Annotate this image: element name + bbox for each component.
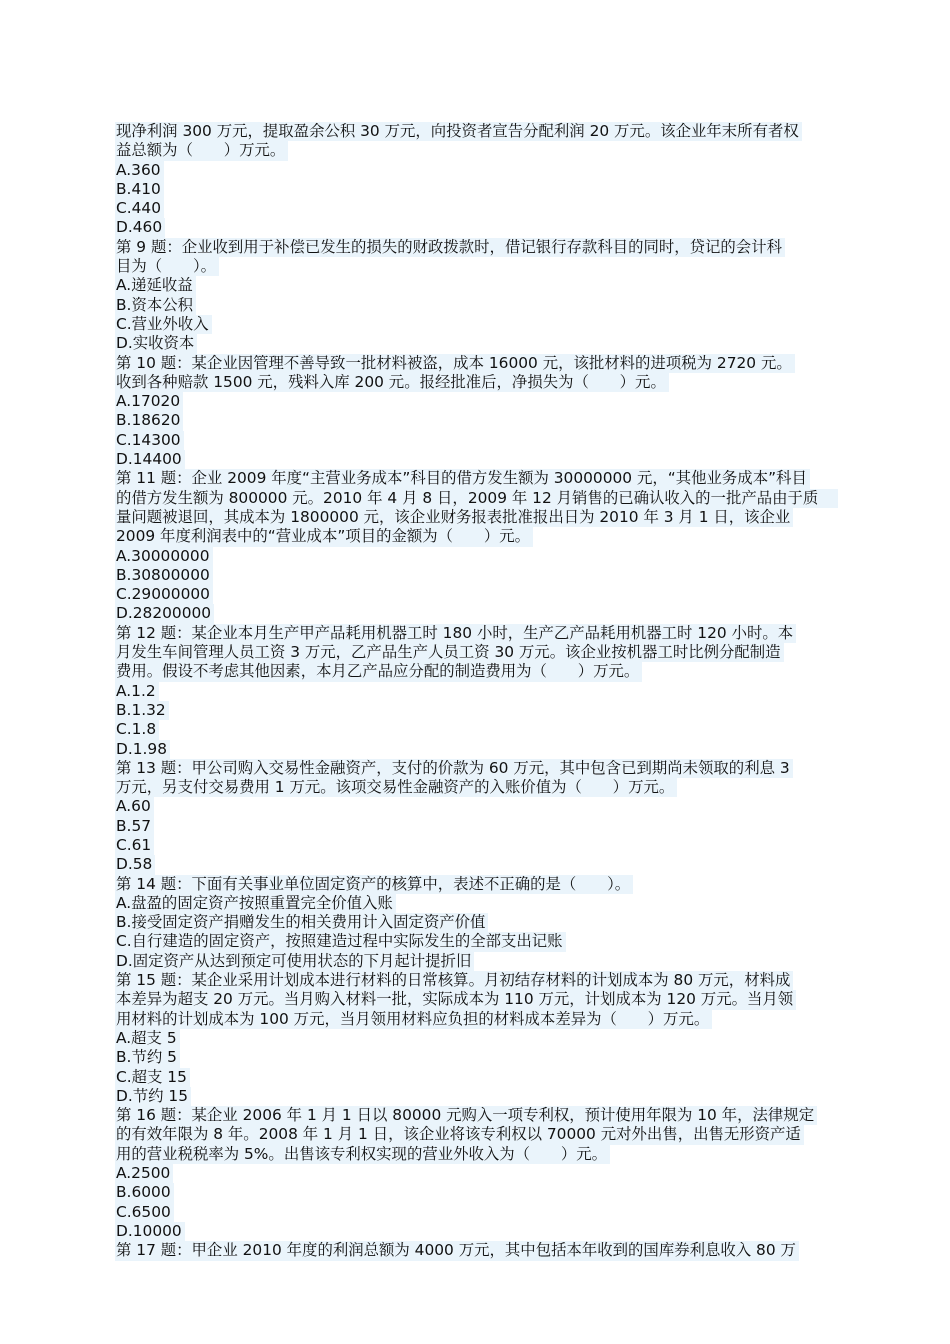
text-line: D.节约 15 bbox=[115, 1087, 191, 1106]
text-line: B.57 bbox=[115, 817, 154, 836]
text-line: D.固定资产从达到预定可使用状态的下月起计提折旧 bbox=[115, 952, 474, 971]
text-line: C.6500 bbox=[115, 1203, 174, 1222]
text-line: C.61 bbox=[115, 836, 154, 855]
text-line: 用材料的计划成本为 100 万元，当月领用材料应负担的材料成本差异为（ ）万元。 bbox=[115, 1010, 712, 1029]
question-text-block bbox=[115, 122, 837, 1261]
text-line: A.30000000 bbox=[115, 547, 213, 566]
text-line: B.节约 5 bbox=[115, 1048, 180, 1067]
text-line: D.1.98 bbox=[115, 740, 170, 759]
text-line: A.递延收益 bbox=[115, 276, 196, 295]
text-line: 量问题被退回，其成本为 1800000 元，该企业财务报表批准报出日为 2010 年 3 月 1 日，该企业 bbox=[115, 508, 793, 527]
text-line: B.410 bbox=[115, 180, 164, 199]
text-line: 现净利润 300 万元，提取盈余公积 30 万元，向投资者宣告分配利润 20 万元。该企业年末所有者权 bbox=[115, 122, 802, 141]
text-line: C.29000000 bbox=[115, 585, 213, 604]
text-line: 第 14 题：下面有关事业单位固定资产的核算中，表述不正确的是（ ）。 bbox=[115, 875, 633, 894]
text-line: B.接受固定资产捐赠发生的相关费用计入固定资产价值 bbox=[115, 913, 488, 932]
text-line: 第 10 题：某企业因管理不善导致一批材料被盗，成本 16000 元，该批材料的进项税为 2720 元。 bbox=[115, 354, 795, 373]
text-line: 益总额为（ ）万元。 bbox=[115, 141, 288, 160]
text-line: 月发生车间管理人员工资 3 万元，乙产品生产人员工资 30 万元。该企业按机器工时比例分配制造 bbox=[115, 643, 784, 662]
text-line: C.营业外收入 bbox=[115, 315, 212, 334]
text-line: C.14300 bbox=[115, 431, 184, 450]
text-line: A.17020 bbox=[115, 392, 183, 411]
text-line: 用的营业税税率为 5%。出售该专利权实现的营业外收入为（ ）元。 bbox=[115, 1145, 610, 1164]
text-line: C.超支 15 bbox=[115, 1068, 190, 1087]
text-line: D.28200000 bbox=[115, 604, 214, 623]
text-line: B.30800000 bbox=[115, 566, 213, 585]
text-line: A.60 bbox=[115, 797, 154, 816]
text-line: D.10000 bbox=[115, 1222, 185, 1241]
text-line: 万元，另支付交易费用 1 万元。该项交易性金融资产的入账价值为（ ）万元。 bbox=[115, 778, 677, 797]
text-line: 第 16 题：某企业 2006 年 1 月 1 日以 80000 元购入一项专利权，预计使用年限为 10 年，法律规定 bbox=[115, 1106, 817, 1125]
text-line: D.460 bbox=[115, 218, 165, 237]
text-line: B.18620 bbox=[115, 411, 183, 430]
text-line: C.1.8 bbox=[115, 720, 159, 739]
text-line: 2009 年度利润表中的“营业成本”项目的金额为（ ）元。 bbox=[115, 527, 533, 546]
text-line: C.自行建造的固定资产，按照建造过程中实际发生的全部支出记账 bbox=[115, 932, 566, 951]
text-line: 第 15 题：某企业采用计划成本进行材料的日常核算。月初结存材料的计划成本为 80 万元，材料成 bbox=[115, 971, 793, 990]
text-line: 的有效年限为 8 年。2008 年 1 月 1 日，该企业将该专利权以 70000 元对外出售，出售无形资产适 bbox=[115, 1125, 804, 1144]
text-line: A.超支 5 bbox=[115, 1029, 180, 1048]
text-line: B.6000 bbox=[115, 1183, 174, 1202]
text-line: 第 12 题：某企业本月生产甲产品耗用机器工时 180 小时，生产乙产品耗用机器工时 120 小时。本 bbox=[115, 624, 796, 643]
text-line: 目为（ ）。 bbox=[115, 257, 219, 276]
text-line: 第 13 题：甲公司购入交易性金融资产，支付的价款为 60 万元，其中包含已到期尚未领取的利息 3 bbox=[115, 759, 793, 778]
text-line: 第 9 题：企业收到用于补偿已发生的损失的财政拨款时，借记银行存款科目的同时，贷记的会计科 bbox=[115, 238, 785, 257]
text-line: 的借方发生额为 800000 元。2010 年 4 月 8 日，2009 年 12 月销售的已确认收入的一批产品由于质 bbox=[115, 489, 838, 508]
text-line: A.1.2 bbox=[115, 682, 159, 701]
text-line: 收到各种赔款 1500 元，残料入库 200 元。报经批准后，净损失为（ ）元。 bbox=[115, 373, 669, 392]
text-line: D.14400 bbox=[115, 450, 185, 469]
text-line: A.盘盈的固定资产按照重置完全价值入账 bbox=[115, 894, 396, 913]
text-line: C.440 bbox=[115, 199, 164, 218]
text-line: A.2500 bbox=[115, 1164, 173, 1183]
text-line: B.资本公积 bbox=[115, 296, 196, 315]
text-line: B.1.32 bbox=[115, 701, 169, 720]
text-line: 第 11 题：企业 2009 年度“主营业务成本”科目的借方发生额为 30000000 元，“其他业务成本”科目 bbox=[115, 469, 810, 488]
text-line: D.实收资本 bbox=[115, 334, 197, 353]
text-line: 本差异为超支 20 万元。当月购入材料一批，实际成本为 110 万元，计划成本为 120 万元。当月领 bbox=[115, 990, 796, 1009]
text-line: A.360 bbox=[115, 161, 164, 180]
text-line: 第 17 题：甲企业 2010 年度的利润总额为 4000 万元，其中包括本年收到的国库券利息收入 80 万 bbox=[115, 1241, 799, 1260]
text-line: 费用。假设不考虑其他因素，本月乙产品应分配的制造费用为（ ）万元。 bbox=[115, 662, 642, 681]
text-line: D.58 bbox=[115, 855, 155, 874]
